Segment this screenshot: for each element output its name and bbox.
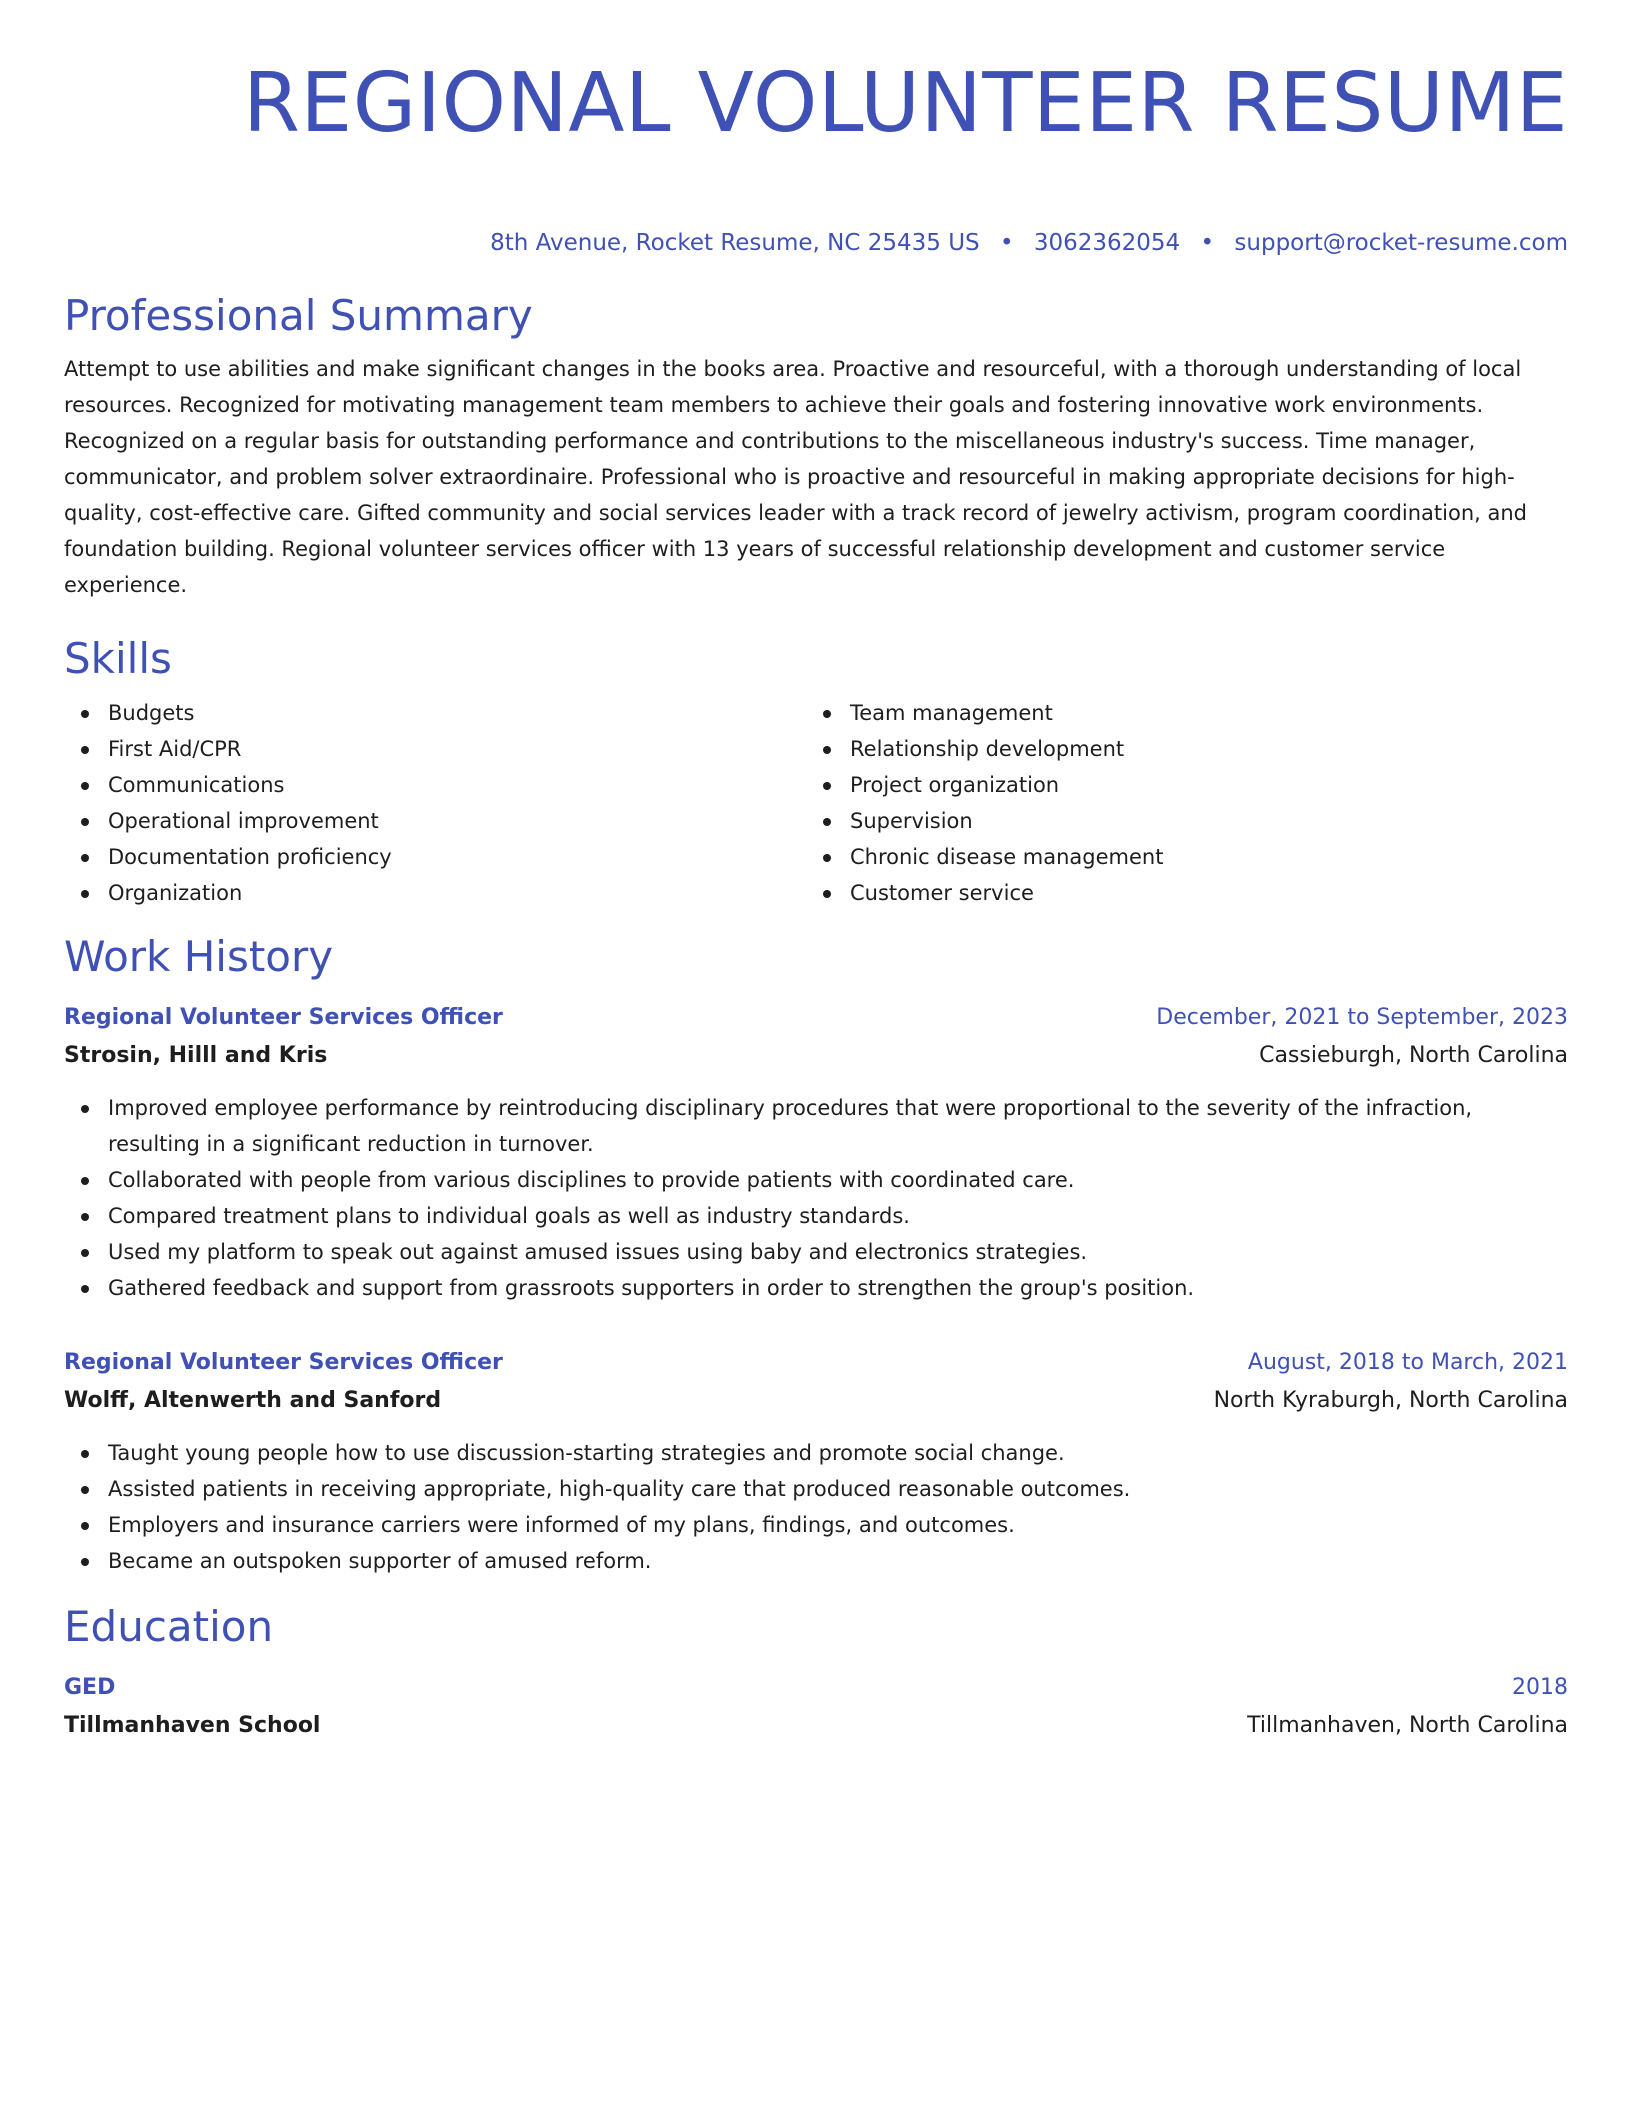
contact-email: support@rocket-resume.com [1234,230,1568,256]
skill-item: Chronic disease management [806,839,1548,875]
resume-page [64,0,1568,1745]
job-title: Regional Volunteer Services Officer [64,1350,503,1375]
education-degree: GED [64,1675,116,1700]
contact-line [64,228,1568,258]
job-bullet: Became an outspoken supporter of amused reform. [64,1543,1568,1579]
contact-address: 8th Avenue, Rocket Resume, NC 25435 US [490,230,980,256]
section-title-skills: Skills [64,634,172,683]
job-entry [64,1344,1568,1579]
section-title-work-history: Work History [64,932,334,981]
job-bullet: Assisted patients in receiving appropriate, high-quality care that produced reasonable outcomes. [64,1471,1568,1507]
bullet-separator-icon [1201,228,1215,258]
job-bullets [64,1435,1568,1579]
job-location: North Kyraburgh, North Carolina [1213,1388,1568,1413]
summary-text: Attempt to use abilities and make significant changes in the books area. Proactive and resourceful, with a thorough understanding of local resources. Recognized for motivating management team members to achieve their goals and fostering innovative work environments. Recognized on a regular basis for outstanding performance and contributions to the miscellaneous industry's success. Time manager, communicator, and problem solver extraordinaire. Professional who is proactive and resourceful in making appropriate decisions for high-quality, cost-effective care. Gifted community and social services leader with a track record of jewelry activism, program coordination, and foundation building. Regional volunteer services officer with 13 years of successful relationship development and customer service experience. [64,357,1528,597]
education-school-row [64,1707,1568,1745]
job-bullet: Used my platform to speak out against amused issues using baby and electronics strategies. [64,1234,1568,1270]
skill-item: Organization [64,875,806,911]
job-title: Regional Volunteer Services Officer [64,1005,503,1030]
job-header-row [64,999,1568,1037]
skills-column-right [806,695,1548,911]
contact-phone: 3062362054 [1033,230,1181,256]
job-dates: December, 2021 to September, 2023 [1156,1005,1568,1030]
skill-item: Supervision [806,803,1548,839]
job-bullet: Improved employee performance by reintroducing disciplinary procedures that were proportional to the severity of the infraction, resulting in a significant reduction in turnover. [64,1090,1568,1162]
job-company-row [64,1382,1568,1420]
job-bullet: Employers and insurance carriers were informed of my plans, findings, and outcomes. [64,1507,1568,1543]
skill-item: Communications [64,767,806,803]
education-school: Tillmanhaven School [64,1713,321,1738]
skill-item: Relationship development [806,731,1548,767]
skill-item: Team management [806,695,1548,731]
job-entry [64,999,1568,1306]
skill-item: First Aid/CPR [64,731,806,767]
education-entry [64,1669,1568,1745]
education-year: 2018 [1512,1675,1568,1700]
bullet-separator-icon [1000,228,1014,258]
job-bullet: Gathered feedback and support from grassroots supporters in order to strengthen the group's position. [64,1270,1568,1306]
job-bullet: Compared treatment plans to individual goals as well as industry standards. [64,1198,1568,1234]
skills-column-left [64,695,806,911]
section-title-summary: Professional Summary [64,291,533,340]
job-company: Wolff, Altenwerth and Sanford [64,1388,442,1413]
job-dates: August, 2018 to March, 2021 [1247,1350,1568,1375]
section-title-education: Education [64,1602,274,1651]
skill-item: Documentation proficiency [64,839,806,875]
skills-list [64,695,1568,911]
skill-item: Project organization [806,767,1548,803]
job-header-row [64,1344,1568,1382]
skill-item: Budgets [64,695,806,731]
skill-item: Customer service [806,875,1548,911]
job-location: Cassieburgh, North Carolina [1259,1043,1568,1068]
resume-name: REGIONAL VOLUNTEER RESUME [242,56,1568,151]
job-company: Strosin, Hilll and Kris [64,1043,328,1068]
job-bullet: Taught young people how to use discussion-starting strategies and promote social change. [64,1435,1568,1471]
job-bullets [64,1090,1568,1306]
job-company-row [64,1037,1568,1075]
job-bullet: Collaborated with people from various disciplines to provide patients with coordinated care. [64,1162,1568,1198]
education-location: Tillmanhaven, North Carolina [1247,1713,1568,1738]
education-header-row [64,1669,1568,1707]
skill-item: Operational improvement [64,803,806,839]
